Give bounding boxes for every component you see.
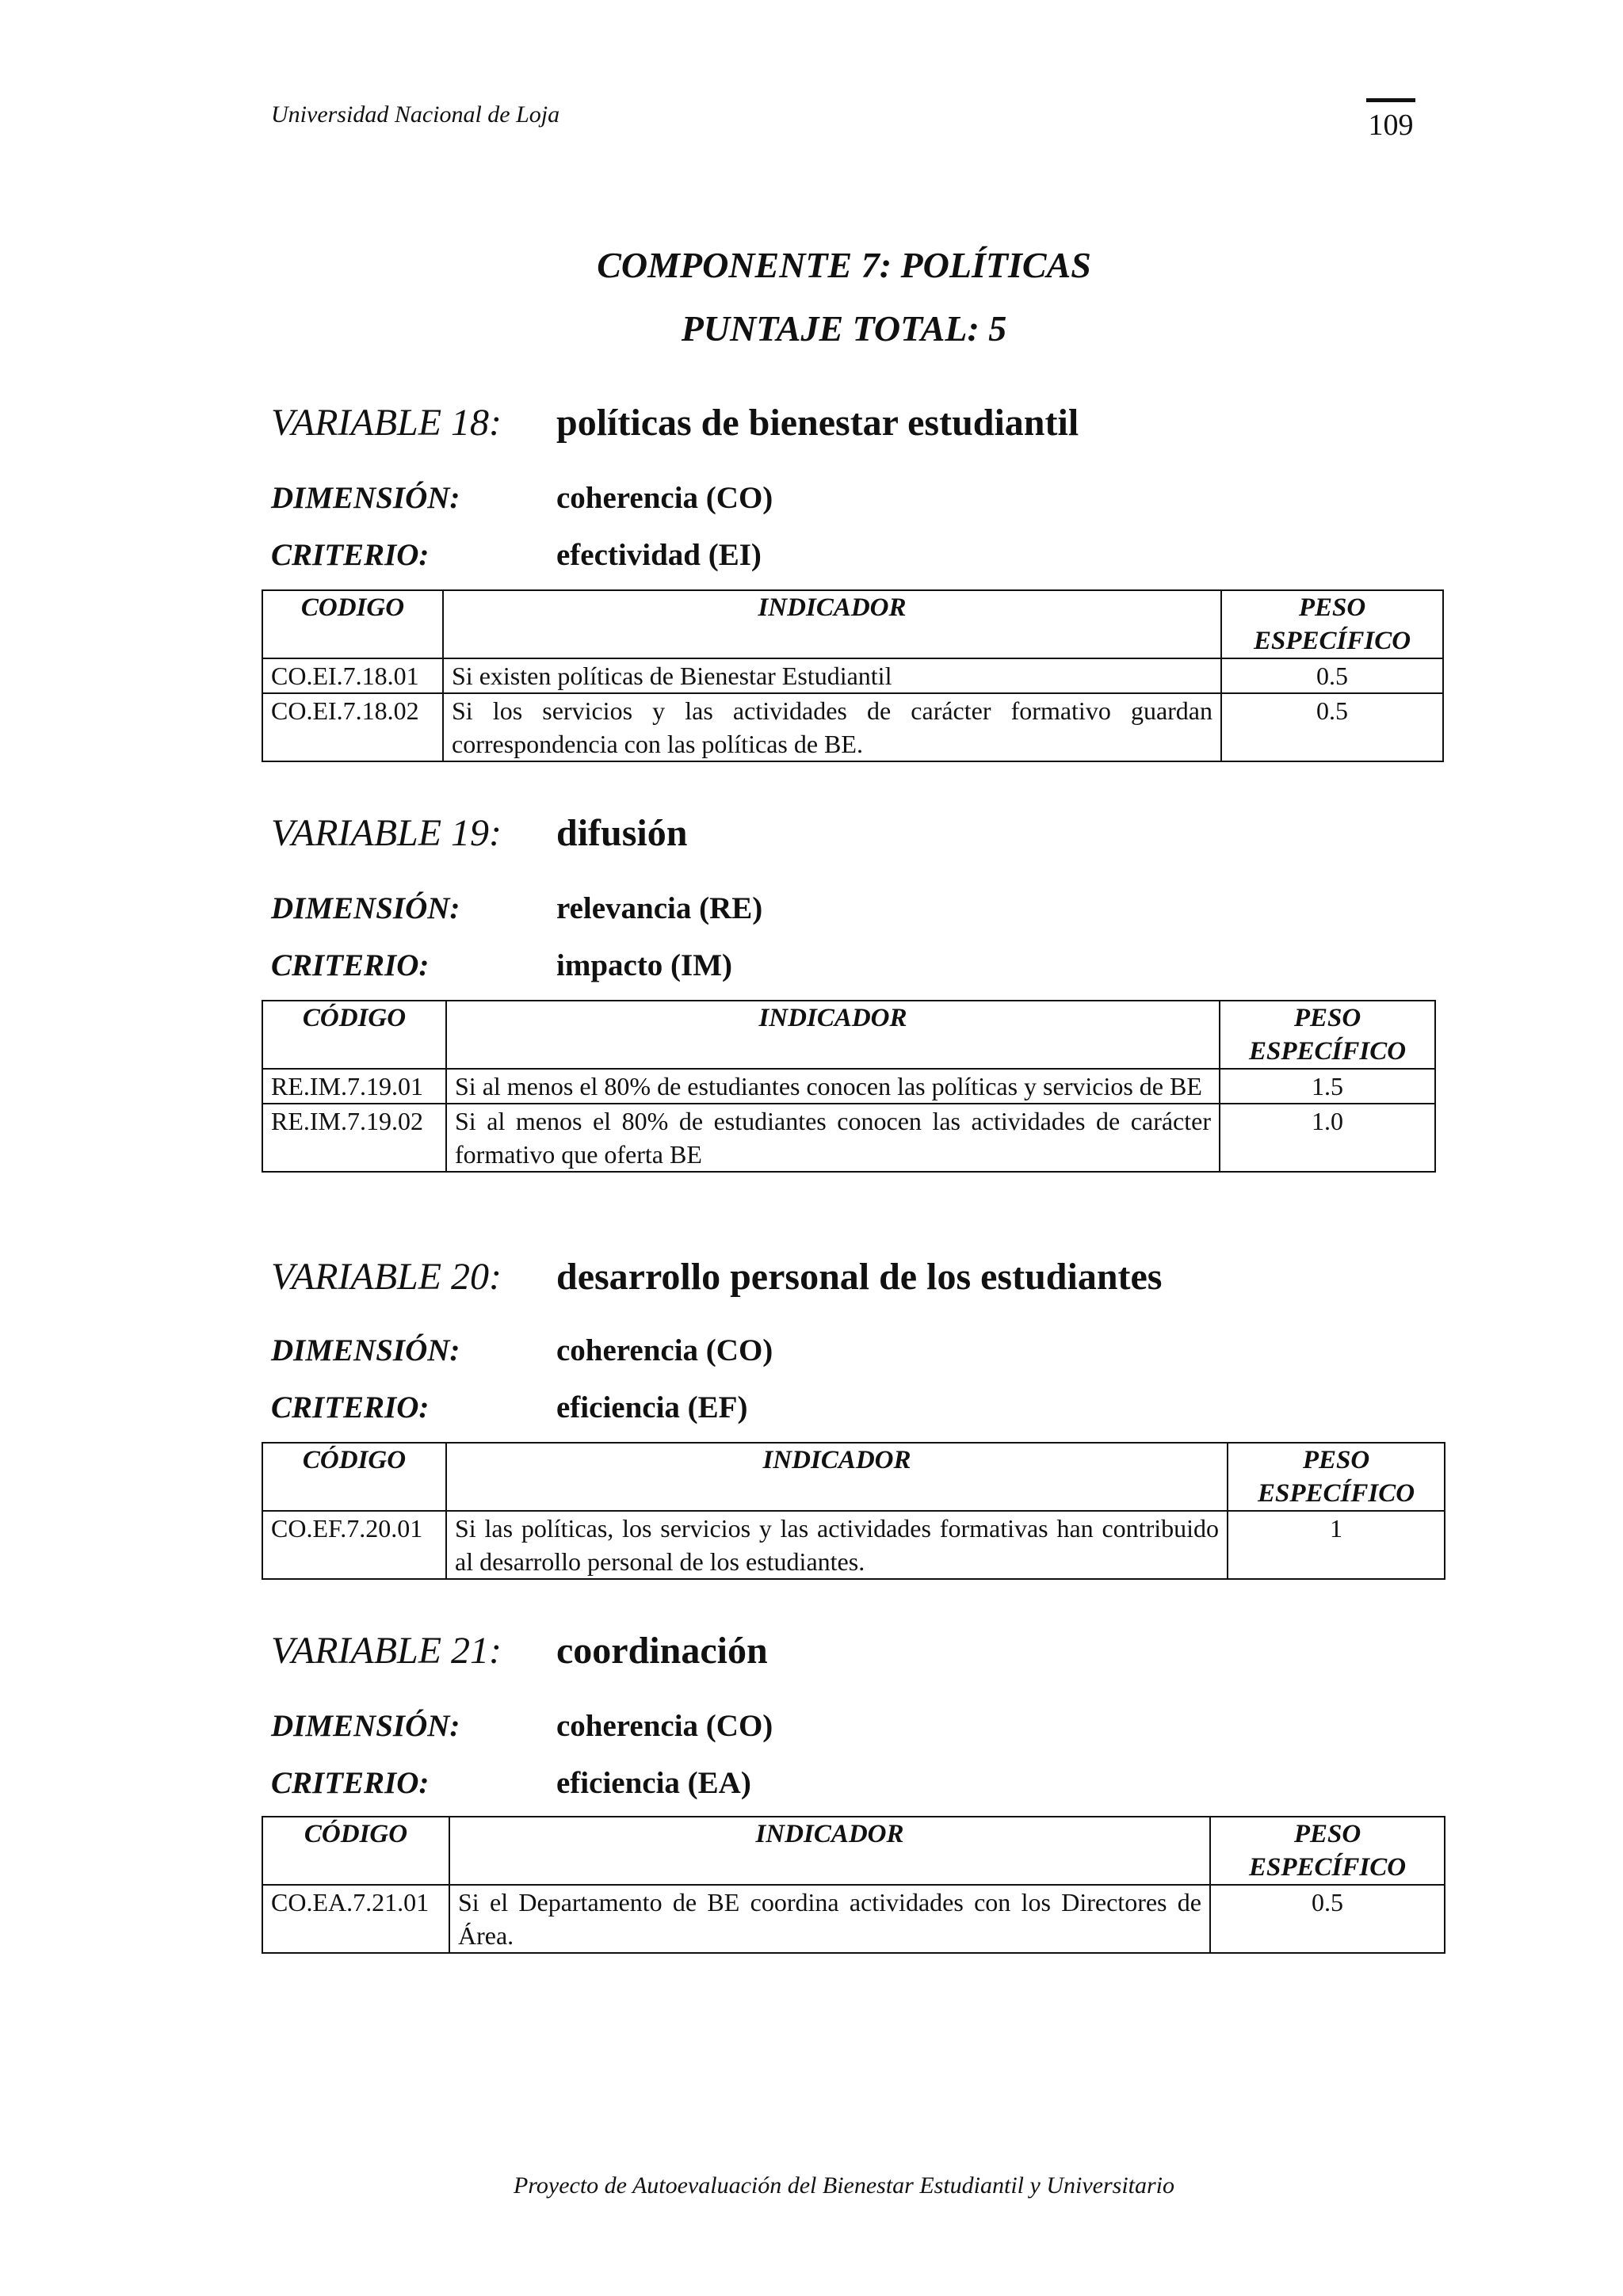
indicator-weight: 0.5 <box>1221 658 1443 693</box>
dimension-label: DIMENSIÓN: <box>271 1333 460 1367</box>
column-header-weight: PESO ESPECÍFICO <box>1210 1817 1445 1885</box>
dimension-label: DIMENSIÓN: <box>271 1709 460 1743</box>
column-header-weight: PESO ESPECÍFICO <box>1228 1443 1445 1511</box>
column-header-code: CÓDIGO <box>262 1817 449 1885</box>
column-header-indicator: INDICADOR <box>449 1817 1210 1885</box>
variable-name: desarrollo personal de los estudiantes <box>556 1256 1163 1298</box>
criterion-value: eficiencia (EF) <box>556 1390 748 1425</box>
column-header-weight: PESO ESPECÍFICO <box>1220 1001 1435 1069</box>
indicator-table-19 <box>262 1000 1436 1173</box>
indicator-description: Si existen políticas de Bienestar Estudiantil <box>443 658 1221 693</box>
table-row <box>262 1069 1435 1104</box>
table-row <box>262 1104 1435 1172</box>
table-header-row <box>262 1817 1445 1885</box>
indicator-weight: 1 <box>1228 1511 1445 1579</box>
indicator-weight: 1.0 <box>1220 1104 1435 1172</box>
indicator-description: Si al menos el 80% de estudiantes conocen las actividades de carácter formativo que oferta BE <box>446 1104 1220 1172</box>
indicator-description: Si al menos el 80% de estudiantes conocen las políticas y servicios de BE <box>446 1069 1220 1104</box>
page-number-rule <box>1366 98 1415 102</box>
component-title: COMPONENTE 7: POLÍTICAS <box>597 245 1091 285</box>
dimension-label: DIMENSIÓN: <box>271 891 460 925</box>
variable-label: VARIABLE 20: <box>271 1256 502 1298</box>
table-header-row <box>262 1001 1435 1069</box>
dimension-value: coherencia (CO) <box>556 1333 773 1367</box>
column-header-code: CODIGO <box>262 590 443 658</box>
indicator-code: CO.EF.7.20.01 <box>262 1511 446 1579</box>
variable-19-criterion <box>271 948 732 983</box>
dimension-value: relevancia (RE) <box>556 891 763 925</box>
criterion-label: CRITERIO: <box>271 1390 430 1425</box>
indicator-table-18 <box>262 589 1444 762</box>
criterion-label: CRITERIO: <box>271 538 430 572</box>
indicator-weight: 0.5 <box>1210 1885 1445 1953</box>
indicator-description: Si los servicios y las actividades de carácter formativo guardan correspondencia con las políticas de BE. <box>443 693 1221 761</box>
indicator-code: RE.IM.7.19.01 <box>262 1069 446 1104</box>
indicator-description: Si el Departamento de BE coordina actividades con los Directores de Área. <box>449 1885 1210 1953</box>
table-row <box>262 1511 1445 1579</box>
indicator-description: Si las políticas, los servicios y las actividades formativas han contribuido al desarrollo personal de los estudiantes. <box>446 1511 1228 1579</box>
table-row <box>262 693 1443 761</box>
criterion-label: CRITERIO: <box>271 948 430 982</box>
dimension-value: coherencia (CO) <box>556 481 773 515</box>
variable-18-dimension <box>271 480 773 516</box>
variable-name: políticas de bienestar estudiantil <box>556 402 1079 444</box>
variable-20-dimension <box>271 1333 773 1368</box>
table-header-row <box>262 1443 1445 1511</box>
column-header-indicator: INDICADOR <box>443 590 1221 658</box>
column-header-weight: PESO ESPECÍFICO <box>1221 590 1443 658</box>
variable-20-criterion <box>271 1390 747 1425</box>
table-header-row <box>262 590 1443 658</box>
page-number: 109 <box>1368 109 1414 142</box>
table-row <box>262 1885 1445 1953</box>
dimension-label: DIMENSIÓN: <box>271 481 460 515</box>
variable-21-criterion <box>271 1765 751 1801</box>
indicator-weight: 0.5 <box>1221 693 1443 761</box>
criterion-value: efectividad (EI) <box>556 538 762 572</box>
variable-label: VARIABLE 18: <box>271 402 502 444</box>
indicator-table-21 <box>262 1816 1445 1954</box>
criterion-label: CRITERIO: <box>271 1766 430 1800</box>
variable-18-heading <box>271 401 1079 444</box>
column-header-indicator: INDICADOR <box>446 1443 1228 1511</box>
variable-21-dimension <box>271 1708 773 1744</box>
variable-19-heading <box>271 811 687 855</box>
running-header: Universidad Nacional de Loja <box>271 101 560 128</box>
variable-20-heading <box>271 1255 1162 1299</box>
variable-label: VARIABLE 21: <box>271 1630 502 1672</box>
indicator-code: CO.EI.7.18.01 <box>262 658 443 693</box>
variable-name: coordinación <box>556 1630 768 1672</box>
variable-21-heading <box>271 1629 768 1672</box>
column-header-code: CÓDIGO <box>262 1443 446 1511</box>
criterion-value: eficiencia (EA) <box>556 1766 751 1800</box>
variable-label: VARIABLE 19: <box>271 812 502 854</box>
criterion-value: impacto (IM) <box>556 948 733 982</box>
dimension-value: coherencia (CO) <box>556 1709 773 1743</box>
indicator-code: CO.EA.7.21.01 <box>262 1885 449 1953</box>
variable-19-dimension <box>271 891 762 926</box>
running-footer: Proyecto de Autoevaluación del Bienestar Estudiantil y Universitario <box>514 2172 1174 2199</box>
table-row <box>262 658 1443 693</box>
indicator-weight: 1.5 <box>1220 1069 1435 1104</box>
total-score: PUNTAJE TOTAL: 5 <box>681 308 1007 349</box>
indicator-table-20 <box>262 1442 1445 1580</box>
indicator-code: CO.EI.7.18.02 <box>262 693 443 761</box>
variable-18-criterion <box>271 537 762 573</box>
column-header-code: CÓDIGO <box>262 1001 446 1069</box>
variable-name: difusión <box>556 812 688 854</box>
indicator-code: RE.IM.7.19.02 <box>262 1104 446 1172</box>
column-header-indicator: INDICADOR <box>446 1001 1220 1069</box>
